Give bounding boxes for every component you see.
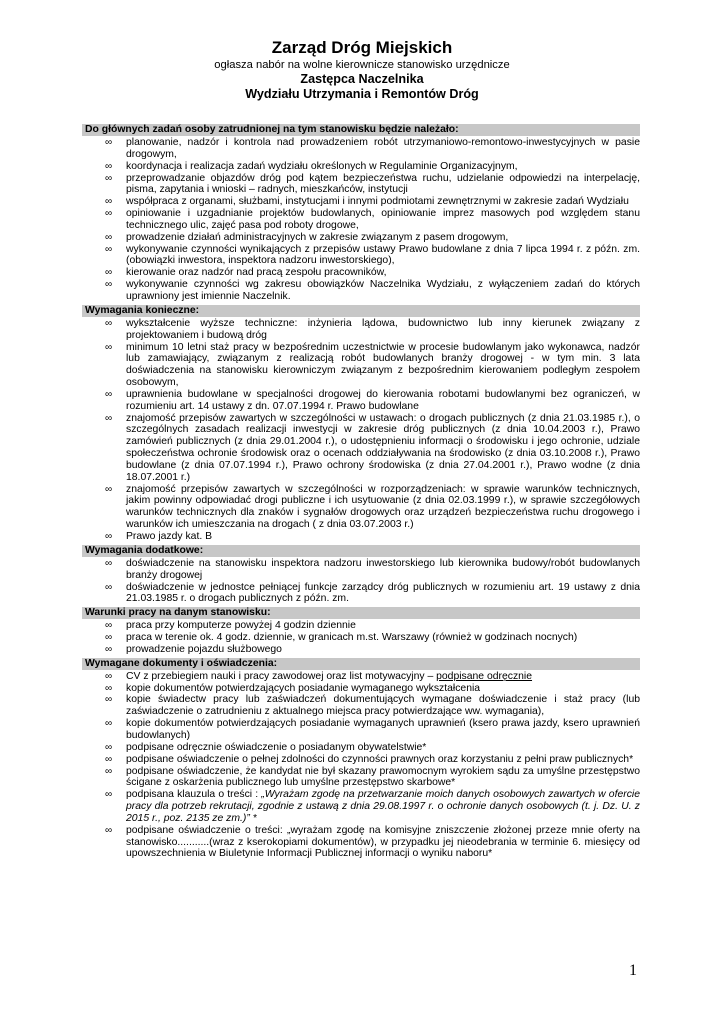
list-item: ∞ kopie dokumentów potwierdzających posiadanie wymaganych uprawnień (ksero prawa jazdy, ksero uprawnień budowlanych) (105, 718, 640, 741)
list-item: ∞ Prawo jazdy kat. B (105, 531, 213, 542)
clause-text: „Wyrażam zgodę na przetwarzanie moich danych osobowych zawartych w ofercie pracy dla potrzeb rekrutacji, zgodnie z ustawą z dnia 29.08.1997 r. o ochronie danych osobowych (t. j. Dz. U. z 2015 r., poz. 2135 ze zm.)” * (126, 789, 640, 824)
list-item: ∞ podpisane oświadczenie o pełnej zdolności do czynności prawnych oraz korzystaniu z pełni praw publicznych* (105, 753, 634, 765)
list-item: ∞ planowanie, nadzór i kontrola nad prowadzeniem robót utrzymaniowo-remontowo-inwestycyjnych w pasie drogowym, (105, 137, 640, 160)
bullet-icon: ∞ (105, 694, 113, 706)
bullet-icon: ∞ (105, 267, 113, 279)
list-item: ∞ znajomość przepisów zawartych w szczególności w ustawach: o drogach publicznych (z dnia 21.03.1985 r.), o szczególnych zasadach realizacji inwestycji w zakresie dróg publicznych (z dnia 10.04.2003 r.), Prawo zamówień publicznych (z dnia 29.01.2004 r.), o udostępnieniu informacji o środowisku i jego ochronie, udziale społeczeństwa ochronie środowisk oraz o ocenach oddziaływania na środowisko (z dnia 03.10.2008 r.), Prawo budowlane (z dnia 07.07.1994 r.), Prawo ochrony środowiska (z dnia 27.04.2001 r.), Prawo wodne (z dnia 18.07.2001 r.) (105, 412, 640, 483)
bullet-icon: ∞ (105, 243, 113, 255)
duties-list (82, 137, 640, 303)
list-item: ∞ podpisana klauzula o treści : „Wyrażam zgodę na przetwarzanie moich danych osobowych zawartych w ofercie pracy dla potrzeb rekrutacji, zgodnie z ustawą z dnia 29.08.1997 r. o ochronie danych osobowych (t. j. Dz. U. z 2015 r., poz. 2135 ze zm.)” * (105, 789, 640, 824)
list-item: ∞ opiniowanie i uzgadnianie projektów budowlanych, opiniowanie imprez masowych pod względem stanu technicznego ulic, zajęć pasa pod roboty drogowe, (105, 208, 640, 231)
bullet-icon: ∞ (105, 208, 113, 220)
list-item: ∞ CV z przebiegiem nauki i pracy zawodowej oraz list motywacyjny – podpisane odręcznie (105, 670, 533, 682)
bullet-icon: ∞ (105, 753, 113, 765)
list-item: ∞ doświadczenie w jednostce pełniącej funkcje zarządcy dróg publicznych w rozumieniu art. 19 ustawy z dnia 21.03.1985 r. o drogach publicznych z późn. zm. (105, 581, 640, 605)
list-item: ∞ podpisane oświadczenie o treści: „wyrażam zgodę na komisyjne zniszczenie złożonej przeze mnie oferty na stanowisko...........(wraz z kserokopiami dokumentów), w przypadku jej nieodebrania w terminie 6. miesięcy od upowszechnienia w Biuletynie Informacji Publicznej informacji o wyniku naboru* (105, 824, 640, 860)
list-item: ∞ przeprowadzanie objazdów dróg pod kątem bezpieczeństwa ruchu, udzielanie odpowiedzi na interpelację, pisma, zapytania i wnioski – radnych, mieszkańców, instytucji (105, 172, 640, 196)
bullet-icon: ∞ (105, 412, 113, 424)
document-header (0, 38, 724, 102)
bullet-icon: ∞ (105, 682, 113, 694)
required-list (82, 318, 640, 543)
bullet-icon: ∞ (105, 388, 113, 400)
bullet-icon: ∞ (105, 531, 113, 542)
section-heading-additional: Wymagania dodatkowe: (82, 545, 640, 557)
bullet-icon: ∞ (105, 341, 113, 353)
bullet-icon: ∞ (105, 670, 113, 682)
bullet-icon: ∞ (105, 317, 113, 329)
bullet-icon: ∞ (105, 279, 113, 291)
list-item: ∞ współpraca z organami, służbami, instytucjami i innymi podmiotami zewnętrznymi w zakresie zadań Wydziału (105, 196, 629, 208)
list-item: ∞ minimum 10 letni staż pracy w bezpośrednim uczestnictwie w procesie budowlanym jako wykonawca, nadzór lub zamawiający, związanym z realizacją robót budowlanych branży drogowej - w tym min. 3 lata doświadczenia na stanowisku kierowniczym związanym z bezpośrednim kierowaniem podległym zespołem osobowym, (105, 341, 640, 389)
organization-title: Zarząd Dróg Miejskich (271, 38, 453, 57)
list-item: ∞ praca w terenie ok. 4 godz. dziennie, w granicach m.st. Warszawy (również w godzinach nocnych) (105, 632, 578, 644)
bullet-icon: ∞ (105, 741, 113, 753)
list-item: ∞ prowadzenie działań administracyjnych w zakresie związanym z pasem drogowym, (105, 231, 509, 243)
list-item: ∞ wykonywanie czynności wynikających z przepisów ustawy Prawo budowlane z dnia 7 lipca 1994 r. z późn. zm. (obowiązki inwestora, inspektora nadzoru inwestorskiego), (105, 243, 640, 267)
section-heading-work-conditions: Warunki pracy na danym stanowisku: (82, 607, 640, 619)
bullet-icon: ∞ (105, 581, 113, 593)
section-heading-main-duties: Do głównych zadań osoby zatrudnionej na tym stanowisku będzie należało: (82, 124, 640, 136)
list-item: ∞ uprawnienia budowlane w specjalności drogowej do kierowania robotami budowlanymi bez ograniczeń, w rozumieniu art. 14 ustawy z dn. 07.07.1994 r. Prawo budowlane (105, 388, 640, 412)
bullet-icon: ∞ (105, 196, 113, 208)
list-item: ∞ kopie świadectw pracy lub zaświadczeń dokumentujących wymagane doświadczenie i staż pracy (lub zaświadczenie o zatrudnieniu z aktualnego miejsca pracy potwierdzające ww. wymagania), (105, 694, 640, 718)
additional-list (82, 558, 640, 605)
list-item: ∞ kierowanie oraz nadzór nad pracą zespołu pracowników, (105, 267, 387, 279)
bullet-icon: ∞ (105, 620, 113, 632)
list-item: ∞ doświadczenie na stanowisku inspektora nadzoru inwestorskiego lub kierownika budowy/robót budowlanych branży drogowej (105, 557, 640, 581)
bullet-icon: ∞ (105, 172, 113, 184)
list-item: ∞ praca przy komputerze powyżej 4 godzin dziennie (105, 620, 356, 632)
bullet-icon: ∞ (105, 824, 113, 836)
bullet-icon: ∞ (105, 643, 113, 655)
list-item: ∞ kopie dokumentów potwierdzających posiadanie wymaganego wykształcenia (105, 682, 481, 694)
position-title: Zastępca Naczelnika (300, 72, 424, 86)
bullet-icon: ∞ (105, 137, 113, 148)
documents-list (82, 671, 640, 861)
bullet-icon: ∞ (105, 765, 113, 777)
underlined-text: podpisane odręcznie (436, 670, 533, 682)
conditions-list (82, 620, 640, 656)
bullet-icon: ∞ (105, 231, 113, 243)
section-heading-required: Wymagania konieczne: (82, 305, 640, 317)
list-item: ∞ podpisane oświadczenie, że kandydat nie był skazany prawomocnym wyrokiem sądu za umyślne przestępstwo ścigane z oskarżenia publicznego lub umyślne przestępstwo skarbowe* (105, 765, 640, 789)
bullet-icon: ∞ (105, 789, 113, 801)
bullet-icon: ∞ (105, 160, 113, 172)
department-title: Wydziału Utrzymania i Remontów Dróg (245, 87, 479, 101)
page-number: 1 (629, 962, 637, 979)
bullet-icon: ∞ (105, 718, 113, 730)
bullet-icon: ∞ (105, 483, 113, 495)
list-item: ∞ wykonywanie czynności wg zakresu obowiązków Naczelnika Wydziału, z wyłączeniem zadań do których uprawniony jest imiennie Naczelnik. (105, 279, 640, 302)
list-item: ∞ prowadzenie pojazdu służbowego (105, 643, 282, 655)
list-item: ∞ koordynacja i realizacja zadań wydziału określonych w Regulaminie Organizacyjnym, (105, 160, 518, 172)
list-item: ∞ wykształcenie wyższe techniczne: inżynieria lądowa, budownictwo lub inny kierunek związany z projektowaniem i budową dróg (105, 317, 640, 341)
bullet-icon: ∞ (105, 632, 113, 644)
announcement-subtitle: ogłasza nabór na wolne kierownicze stanowisko urzędnicze (214, 59, 510, 71)
list-item: ∞ podpisane odręcznie oświadczenie o posiadanym obywatelstwie* (105, 741, 427, 753)
bullet-icon: ∞ (105, 557, 113, 569)
document-content (82, 122, 640, 860)
list-item: ∞ znajomość przepisów zawartych w szczególności w rozporządzeniach: w sprawie warunków technicznych, jakim powinny odpowiadać drogi publiczne i ich usytuowanie (z dnia 02.03.1999 r.), w sprawie szczegółowych warunków technicznych dla znaków i sygnałów drogowych oraz urządzeń bezpieczeństwa ruchu drogowego i warunków ich umieszczania na drogach ( z dnia 03.07.2003 r.) (105, 483, 640, 531)
section-heading-documents: Wymagane dokumenty i oświadczenia: (82, 658, 640, 670)
